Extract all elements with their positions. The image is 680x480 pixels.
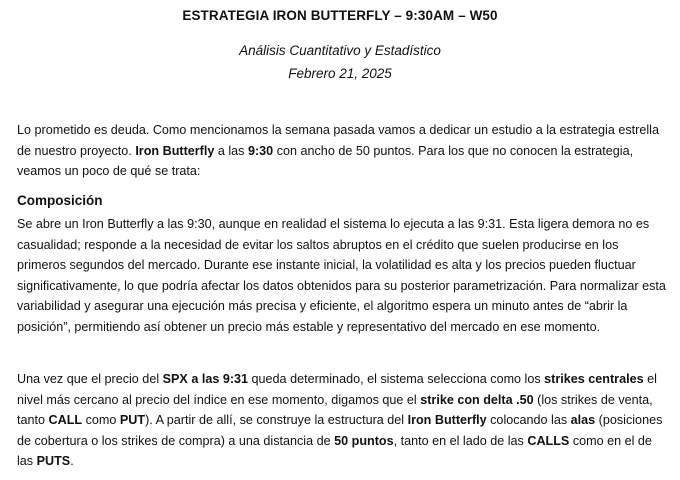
document-title: ESTRATEGIA IRON BUTTERFLY – 9:30AM – W50 xyxy=(182,8,498,23)
intro-bold-strategy: Iron Butterfly xyxy=(135,143,215,158)
paragraph-text: (posiciones de cobertura o los strikes de compra) a una distancia de xyxy=(17,413,663,448)
bold-50-puntos: 50 puntos xyxy=(334,433,394,448)
intro-text: con ancho de 50 puntos. Para los que no conocen la estrategia, veamos un poco de qué se trata: xyxy=(17,143,634,179)
document-date: Febrero 21, 2025 xyxy=(288,66,392,81)
bold-call: CALL xyxy=(48,413,83,428)
paragraph-text: como xyxy=(82,413,120,428)
bold-strikes-centrales: strikes centrales xyxy=(544,372,644,386)
composicion-paragraph-1: Se abre un Iron Butterfly a las 9:30, aunque en realidad el sistema lo ejecuta a las 9:31. Esta ligera demora no es casualidad; responde a la necesidad de evitar los saltos abruptos en el crédito que suelen producirse en los primeros segundos del mercado. Durante ese instante inicial, la volatilidad es alta y los precios pueden fluctuar significativamente, lo que podría afectar los datos obtenidos para su posterior parametrización. Para normalizar esta variabilidad y asegurar una ejecución más precisa y eficiente, el algoritmo espera un minuto antes de “abrir la posición”, permitiendo así obtener un precio más estable y representativo del mercado en ese momento. xyxy=(17,217,666,334)
bold-alas: alas xyxy=(570,413,596,428)
bold-iron-butterfly: Iron Butterfly xyxy=(407,413,487,428)
bold-strike-delta: strike con delta .50 xyxy=(420,392,534,407)
bold-puts: PUTS xyxy=(36,454,71,469)
bold-spx-time: SPX a las 9:31 xyxy=(162,372,249,386)
paragraph-text: queda determinado, el sistema selecciona como los xyxy=(248,372,545,386)
paragraph-text: Una vez que el precio del xyxy=(17,372,163,386)
intro-paragraph xyxy=(17,120,667,182)
composicion-paragraph-2 xyxy=(17,369,667,472)
paragraph-text: el nivel más cercano al precio del índice en ese momento, digamos que el xyxy=(17,372,657,407)
paragraph-text: , tanto en el lado de las xyxy=(393,433,528,448)
paragraph-text: . xyxy=(70,454,74,469)
paragraph-text: ). A partir de allí, se construye la estructura del xyxy=(145,413,408,428)
bold-calls: CALLS xyxy=(527,433,570,448)
intro-bold-time: 9:30 xyxy=(247,143,274,158)
document-subtitle: Análisis Cuantitativo y Estadístico xyxy=(239,43,441,58)
intro-text: Lo prometido es deuda. Como mencionamos la semana pasada vamos a dedicar un estudio a la estrategia estrella de nuestro proyecto. xyxy=(17,123,659,158)
paragraph-text: colocando las xyxy=(486,413,571,428)
intro-text: a las xyxy=(214,143,248,158)
paragraph-text: como en el de las xyxy=(17,433,652,469)
paragraph-text: (los strikes de venta, tanto xyxy=(17,392,653,428)
bold-put: PUT xyxy=(119,413,146,428)
section-heading-composicion: Composición xyxy=(17,193,103,208)
